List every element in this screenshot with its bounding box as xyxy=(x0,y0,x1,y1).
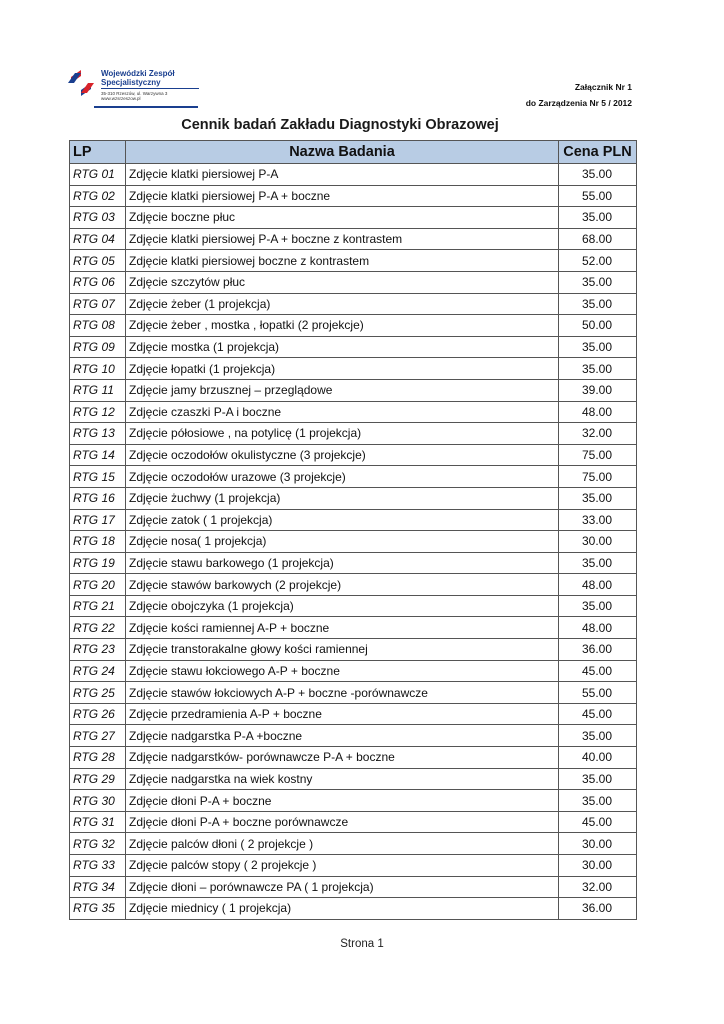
table-row xyxy=(70,574,637,596)
hospital-cross-logo-icon xyxy=(66,68,96,98)
logo-divider xyxy=(101,88,199,89)
row-code: RTG 33 xyxy=(70,855,126,877)
table-row xyxy=(70,444,637,466)
row-code: RTG 18 xyxy=(70,531,126,553)
row-exam-name: Zdjęcie nosa( 1 projekcja) xyxy=(126,531,559,553)
row-exam-name: Zdjęcie miednicy ( 1 projekcja) xyxy=(126,898,559,920)
row-price: 75.00 xyxy=(559,466,637,488)
row-code: RTG 22 xyxy=(70,617,126,639)
row-price: 35.00 xyxy=(559,293,637,315)
row-price: 36.00 xyxy=(559,898,637,920)
row-exam-name: Zdjęcie klatki piersiowej boczne z kontrastem xyxy=(126,250,559,272)
table-row xyxy=(70,747,637,769)
table-row xyxy=(70,660,637,682)
table-row xyxy=(70,164,637,186)
row-price: 50.00 xyxy=(559,315,637,337)
row-exam-name: Zdjęcie dłoni P-A + boczne xyxy=(126,790,559,812)
row-exam-name: Zdjęcie stawów barkowych (2 projekcje) xyxy=(126,574,559,596)
row-price: 35.00 xyxy=(559,768,637,790)
row-price: 35.00 xyxy=(559,271,637,293)
row-price: 40.00 xyxy=(559,747,637,769)
row-price: 35.00 xyxy=(559,552,637,574)
row-exam-name: Zdjęcie żeber (1 projekcja) xyxy=(126,293,559,315)
table-row xyxy=(70,423,637,445)
logo-name xyxy=(101,69,175,87)
row-price: 35.00 xyxy=(559,164,637,186)
row-exam-name: Zdjęcie palców stopy ( 2 projekcje ) xyxy=(126,855,559,877)
row-exam-name: Zdjęcie zatok ( 1 projekcja) xyxy=(126,509,559,531)
row-price: 35.00 xyxy=(559,595,637,617)
row-price: 52.00 xyxy=(559,250,637,272)
row-exam-name: Zdjęcie oczodołów okulistyczne (3 projekcje) xyxy=(126,444,559,466)
row-code: RTG 35 xyxy=(70,898,126,920)
row-exam-name: Zdjęcie palców dłoni ( 2 projekcje ) xyxy=(126,833,559,855)
row-price: 33.00 xyxy=(559,509,637,531)
table-row xyxy=(70,639,637,661)
row-code: RTG 31 xyxy=(70,811,126,833)
row-price: 30.00 xyxy=(559,531,637,553)
row-code: RTG 20 xyxy=(70,574,126,596)
row-code: RTG 26 xyxy=(70,703,126,725)
table-row xyxy=(70,811,637,833)
row-code: RTG 02 xyxy=(70,185,126,207)
table-row xyxy=(70,768,637,790)
table-row xyxy=(70,250,637,272)
row-price: 35.00 xyxy=(559,207,637,229)
row-code: RTG 24 xyxy=(70,660,126,682)
row-code: RTG 27 xyxy=(70,725,126,747)
row-price: 55.00 xyxy=(559,682,637,704)
row-exam-name: Zdjęcie nadgarstka P-A +boczne xyxy=(126,725,559,747)
table-row xyxy=(70,833,637,855)
row-code: RTG 01 xyxy=(70,164,126,186)
page-title: Cennik badań Zakładu Diagnostyki Obrazowej xyxy=(181,117,499,133)
row-price: 35.00 xyxy=(559,358,637,380)
row-code: RTG 30 xyxy=(70,790,126,812)
table-row xyxy=(70,595,637,617)
logo-name-line1: Wojewódzki Zespół xyxy=(101,69,175,78)
row-code: RTG 12 xyxy=(70,401,126,423)
row-price: 32.00 xyxy=(559,876,637,898)
table-row xyxy=(70,790,637,812)
row-exam-name: Zdjęcie żuchwy (1 projekcja) xyxy=(126,487,559,509)
column-header-lp: LP xyxy=(70,141,126,164)
row-exam-name: Zdjęcie klatki piersiowej P-A + boczne z kontrastem xyxy=(126,228,559,250)
logo-address-line2: www.wzsrzeszow.pl xyxy=(101,96,141,101)
row-exam-name: Zdjęcie mostka (1 projekcja) xyxy=(126,336,559,358)
attachment-label: Załącznik Nr 1 xyxy=(574,82,632,92)
row-exam-name: Zdjęcie przedramienia A-P + boczne xyxy=(126,703,559,725)
row-price: 35.00 xyxy=(559,336,637,358)
table-row xyxy=(70,531,637,553)
row-exam-name: Zdjęcie kości ramiennej A-P + boczne xyxy=(126,617,559,639)
row-code: RTG 25 xyxy=(70,682,126,704)
row-code: RTG 03 xyxy=(70,207,126,229)
page-number: Strona 1 xyxy=(340,938,384,950)
table-row xyxy=(70,271,637,293)
table-row xyxy=(70,876,637,898)
row-exam-name: Zdjęcie żeber , mostka , łopatki (2 projekcje) xyxy=(126,315,559,337)
row-code: RTG 07 xyxy=(70,293,126,315)
row-exam-name: Zdjęcie jamy brzusznej – przeglądowe xyxy=(126,379,559,401)
row-exam-name: Zdjęcie klatki piersiowej P-A xyxy=(126,164,559,186)
row-exam-name: Zdjęcie klatki piersiowej P-A + boczne xyxy=(126,185,559,207)
logo-address-line1: 35-310 Rzeszów, ul. Warzywna 3 xyxy=(101,91,168,96)
table-row xyxy=(70,509,637,531)
row-code: RTG 15 xyxy=(70,466,126,488)
row-code: RTG 28 xyxy=(70,747,126,769)
row-exam-name: Zdjęcie łopatki (1 projekcja) xyxy=(126,358,559,380)
row-code: RTG 09 xyxy=(70,336,126,358)
logo xyxy=(66,66,200,110)
row-code: RTG 13 xyxy=(70,423,126,445)
row-price: 55.00 xyxy=(559,185,637,207)
row-price: 68.00 xyxy=(559,228,637,250)
table-row xyxy=(70,898,637,920)
row-exam-name: Zdjęcie nadgarstka na wiek kostny xyxy=(126,768,559,790)
row-exam-name: Zdjęcie transtorakalne głowy kości ramiennej xyxy=(126,639,559,661)
row-price: 45.00 xyxy=(559,811,637,833)
row-price: 30.00 xyxy=(559,855,637,877)
row-exam-name: Zdjęcie stawu łokciowego A-P + boczne xyxy=(126,660,559,682)
row-price: 45.00 xyxy=(559,703,637,725)
row-exam-name: Zdjęcie szczytów płuc xyxy=(126,271,559,293)
table-row xyxy=(70,855,637,877)
table-row xyxy=(70,725,637,747)
row-exam-name: Zdjęcie oczodołów urazowe (3 projekcje) xyxy=(126,466,559,488)
table-row xyxy=(70,228,637,250)
table-row xyxy=(70,293,637,315)
row-code: RTG 11 xyxy=(70,379,126,401)
row-exam-name: Zdjęcie dłoni P-A + boczne porównawcze xyxy=(126,811,559,833)
column-header-price: Cena PLN xyxy=(559,141,637,164)
row-code: RTG 23 xyxy=(70,639,126,661)
row-code: RTG 16 xyxy=(70,487,126,509)
table-row xyxy=(70,315,637,337)
row-exam-name: Zdjęcie czaszki P-A i boczne xyxy=(126,401,559,423)
row-price: 35.00 xyxy=(559,790,637,812)
row-exam-name: Zdjęcie obojczyka (1 projekcja) xyxy=(126,595,559,617)
table-row xyxy=(70,487,637,509)
row-code: RTG 10 xyxy=(70,358,126,380)
table-row xyxy=(70,617,637,639)
row-price: 48.00 xyxy=(559,401,637,423)
row-code: RTG 17 xyxy=(70,509,126,531)
row-exam-name: Zdjęcie stawu barkowego (1 projekcja) xyxy=(126,552,559,574)
row-code: RTG 04 xyxy=(70,228,126,250)
row-code: RTG 21 xyxy=(70,595,126,617)
row-code: RTG 14 xyxy=(70,444,126,466)
row-price: 36.00 xyxy=(559,639,637,661)
table-row xyxy=(70,358,637,380)
table-row xyxy=(70,703,637,725)
price-table xyxy=(69,140,637,920)
row-code: RTG 08 xyxy=(70,315,126,337)
table-row xyxy=(70,682,637,704)
row-code: RTG 05 xyxy=(70,250,126,272)
table-row xyxy=(70,185,637,207)
table-row xyxy=(70,552,637,574)
row-exam-name: Zdjęcie półosiowe , na potylicę (1 projekcja) xyxy=(126,423,559,445)
row-price: 39.00 xyxy=(559,379,637,401)
row-price: 45.00 xyxy=(559,660,637,682)
row-code: RTG 06 xyxy=(70,271,126,293)
logo-address xyxy=(101,91,167,101)
logo-name-line2: Specjalistyczny xyxy=(101,78,161,87)
table-row xyxy=(70,379,637,401)
row-price: 48.00 xyxy=(559,617,637,639)
row-price: 32.00 xyxy=(559,423,637,445)
row-code: RTG 34 xyxy=(70,876,126,898)
row-code: RTG 32 xyxy=(70,833,126,855)
table-row xyxy=(70,336,637,358)
column-header-name: Nazwa Badania xyxy=(126,141,559,164)
row-code: RTG 19 xyxy=(70,552,126,574)
table-row xyxy=(70,466,637,488)
order-reference: do Zarządzenia Nr 5 / 2012 xyxy=(525,98,632,108)
table-body xyxy=(70,164,637,920)
logo-underline xyxy=(94,106,198,108)
table-row xyxy=(70,401,637,423)
row-price: 35.00 xyxy=(559,725,637,747)
row-price: 48.00 xyxy=(559,574,637,596)
row-exam-name: Zdjęcie stawów łokciowych A-P + boczne -porównawcze xyxy=(126,682,559,704)
table-row xyxy=(70,207,637,229)
row-price: 30.00 xyxy=(559,833,637,855)
row-exam-name: Zdjęcie nadgarstków- porównawcze P-A + boczne xyxy=(126,747,559,769)
row-price: 75.00 xyxy=(559,444,637,466)
table-header-row xyxy=(70,141,637,164)
row-exam-name: Zdjęcie boczne płuc xyxy=(126,207,559,229)
row-price: 35.00 xyxy=(559,487,637,509)
row-exam-name: Zdjęcie dłoni – porównawcze PA ( 1 projekcja) xyxy=(126,876,559,898)
row-code: RTG 29 xyxy=(70,768,126,790)
